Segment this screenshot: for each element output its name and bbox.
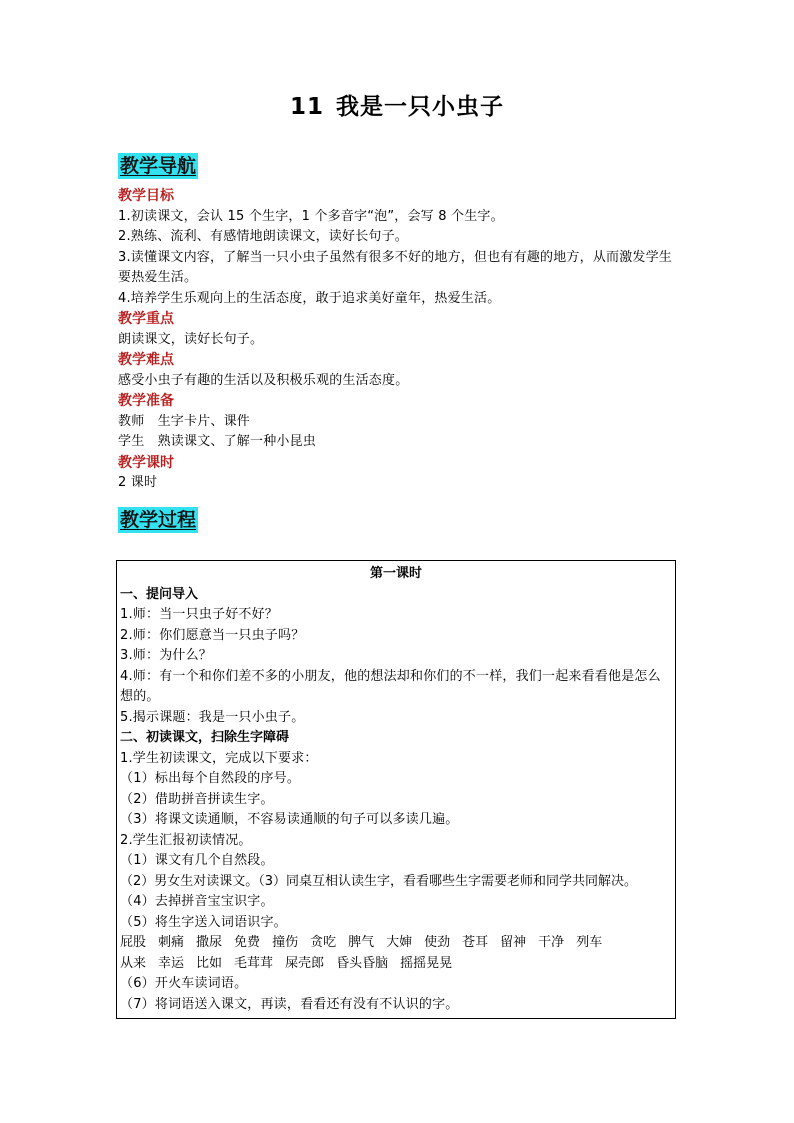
part2-item: （7）将词语送入课文，再读，看看还有没有不认识的字。: [120, 996, 459, 1012]
vocab-word: 刺痛: [158, 935, 185, 950]
part2-item: （3）将课文读通顺，不容易读通顺的句子可以多读几遍。: [120, 812, 459, 827]
part2-item: （1）课文有几个自然段。: [120, 853, 274, 868]
vocab-word: 幸运: [158, 955, 185, 971]
lesson-title: 我是一只小虫子: [336, 94, 504, 120]
part2-item: 2.学生汇报初读情况。: [120, 832, 252, 848]
vocab-word: 撒尿: [196, 935, 223, 950]
vocab-word: 屁股: [120, 935, 147, 950]
page-title: [0, 88, 794, 121]
key-text: 朗读课文，读好长句子。: [118, 331, 264, 347]
part1-item: 2.师：你们愿意当一只虫子吗？: [120, 627, 305, 643]
goal-heading: 教学目标: [118, 188, 174, 204]
vocab-word: 撞伤: [272, 935, 299, 950]
part1-item: 4.师：有一个和你们差不多的小朋友，他的想法却和你们的不一样，我们一起来看看他是怎么想的。: [120, 668, 661, 704]
part2-title: 二、初读课文，扫除生字障碍: [120, 730, 290, 745]
vocab-word: 贪吃: [310, 935, 337, 950]
time-text: 2 课时: [118, 475, 158, 490]
time-heading: 教学课时: [118, 454, 174, 471]
vocab-word: 大婶: [386, 935, 413, 950]
teaching-guide: [118, 186, 678, 494]
vocab-word: 昏头昏脑: [336, 955, 389, 971]
lesson-table: [116, 560, 676, 1019]
vocab-word: 使劲: [424, 935, 451, 950]
word-list-row-2: [120, 954, 672, 975]
part1-item: 1.师：当一只虫子好不好？: [120, 607, 279, 622]
goal-item: 4.培养学生乐观向上的生活态度，敢于追求美好童年，热爱生活。: [118, 290, 501, 306]
part1-title: 一、提问导入: [120, 586, 199, 602]
prep-item: 教师 生字卡片、课件: [118, 413, 251, 429]
vocab-word: 毛茸茸: [234, 955, 274, 971]
part2-item: （1）标出每个自然段的序号。: [120, 771, 301, 786]
vocab-word: 免费: [234, 935, 261, 950]
part2-item: （6）开火车读词语。: [120, 976, 248, 991]
vocab-word: 干净: [538, 935, 565, 950]
vocab-word: 从来: [120, 955, 147, 971]
lesson-session-title: 第一课时: [369, 566, 422, 581]
word-list-row-1: [120, 933, 672, 954]
part2-item: （2）借助拼音拼读生字。: [120, 791, 274, 807]
lesson-number: 11: [289, 94, 324, 120]
goal-item: 3.读懂课文内容，了解当一只小虫子虽然有很多不好的地方，但也有有趣的地方，从而激发学生要热爱生活。: [118, 249, 673, 285]
difficulty-text: 感受小虫子有趣的生活以及积极乐观的生活态度。: [118, 372, 409, 388]
goal-item: 2.熟练、流利、有感情地朗读课文，读好长句子。: [118, 229, 409, 244]
vocab-word: 脾气: [348, 935, 375, 950]
prep-heading: 教学准备: [118, 393, 174, 409]
part1-item: 3.师：为什么？: [120, 648, 213, 663]
banner-teaching-guide: 教学导航: [120, 155, 197, 177]
vocab-word: 比如: [196, 955, 223, 971]
vocab-word: 屎壳郎: [285, 955, 325, 971]
vocab-word: 摇摇晃晃: [400, 955, 453, 971]
vocab-word: 苍耳: [462, 935, 489, 950]
part1-item: 5.揭示课题：我是一只小虫子。: [120, 709, 305, 725]
prep-item: 学生 熟读课文、了解一种小昆虫: [118, 434, 317, 449]
part2-item: 1.学生初读课文，完成以下要求：: [120, 750, 318, 766]
difficulty-heading: 教学难点: [118, 352, 174, 368]
part2-item: （2）男女生对读课文。（3）同桌互相认读生字，看看哪些生字需要老师和同学共同解决。: [120, 873, 638, 889]
goal-item: 1.初读课文，会认 15 个生字，1 个多音字“泡”，会写 8 个生字。: [118, 208, 504, 224]
part2-item: （4）去掉拼音宝宝识字。: [120, 894, 274, 909]
vocab-word: 留神: [500, 935, 527, 950]
part2-item: （5）将生字送入词语识字。: [120, 914, 287, 930]
banner-teaching-process: 教学过程: [120, 509, 197, 531]
key-heading: 教学重点: [118, 311, 174, 327]
vocab-word: 列车: [576, 935, 603, 950]
